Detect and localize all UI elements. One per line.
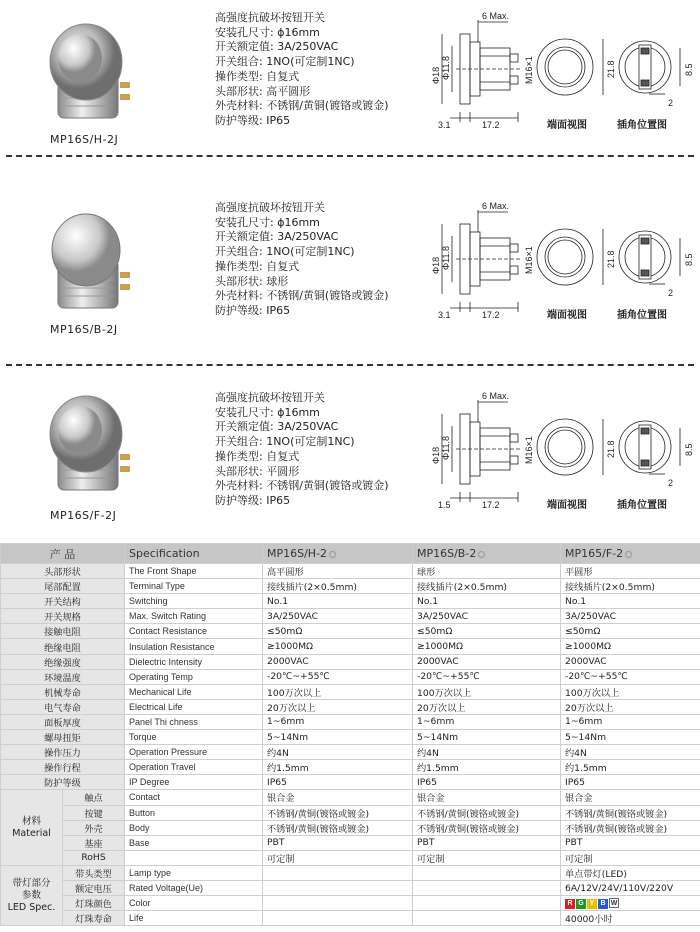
- value-cell: 可定制: [413, 850, 561, 865]
- dim-h: 21.8: [606, 60, 616, 78]
- table-row: [1, 699, 700, 714]
- dim-t: 2: [668, 98, 674, 108]
- value-cell: No.1: [263, 594, 413, 609]
- row-label-en: Lamp type: [125, 865, 263, 880]
- row-label-cn: 外壳: [63, 820, 125, 835]
- dim-w: 8.5: [684, 443, 694, 456]
- value-cell: [561, 896, 700, 911]
- row-label-cn: 额定电压: [63, 880, 125, 895]
- value-cell: 银合金: [263, 790, 413, 805]
- spec-line: 安装孔尺寸: ϕ16mm: [215, 405, 320, 419]
- value-cell: No.1: [413, 594, 561, 609]
- spec-line: 开关额定值: 3A/250VAC: [215, 40, 339, 54]
- group-label-en: Material: [12, 827, 51, 839]
- table-row: [1, 639, 700, 654]
- row-label-cn: 操作压力: [1, 745, 125, 760]
- dim-h: 21.8: [606, 440, 616, 458]
- spec-line: 开关额定值: 3A/250VAC: [215, 230, 339, 244]
- spec-line: 头部形状: 高平圆形: [215, 84, 311, 98]
- value-cell: ≥1000MΩ: [263, 639, 413, 654]
- circle-icon: [478, 551, 485, 558]
- dim-top: 6 Max.: [482, 12, 510, 21]
- group-label-cn: 材料: [21, 815, 41, 827]
- spec-line: 操作类型: 自复式: [215, 69, 300, 83]
- table-row: [1, 564, 700, 579]
- value-cell: ≤50mΩ: [413, 624, 561, 639]
- value-cell: PBT: [263, 835, 413, 850]
- value-cell: ≥1000MΩ: [561, 639, 700, 654]
- header-model: MP165/F-2: [561, 544, 700, 564]
- spec-line: 头部形状: 球形: [215, 274, 289, 288]
- row-label-en: Switching: [125, 594, 263, 609]
- row-label-cn: 电气寿命: [1, 699, 125, 714]
- value-cell: 6A/12V/24V/110V/220V: [561, 880, 700, 895]
- row-label-en: Button: [125, 805, 263, 820]
- row-label-en: Contact: [125, 790, 263, 805]
- led-color-swatch: G: [576, 899, 586, 909]
- row-label-cn: 灯珠颜色: [63, 896, 125, 911]
- row-label-cn: 机械寿命: [1, 684, 125, 699]
- product-photo: [28, 20, 148, 130]
- value-cell: [263, 911, 413, 926]
- value-cell: 球形: [413, 564, 561, 579]
- led-group-label: [1, 865, 63, 925]
- value-cell: 20万次以上: [561, 699, 700, 714]
- value-cell: [413, 896, 561, 911]
- spec-line: 外壳材料: 不锈钢/黄铜(镀铬或镀金): [215, 99, 389, 113]
- value-cell: [413, 865, 561, 880]
- table-row: [1, 745, 700, 760]
- row-label-en: Body: [125, 820, 263, 835]
- value-cell: 5~14Nm: [413, 730, 561, 745]
- spec-line: 开关组合: 1NO(可定制1NC): [215, 55, 355, 69]
- model-label: MP16S/B-2J: [50, 323, 118, 336]
- spec-list: [215, 11, 389, 129]
- row-label-cn: 防护等级: [1, 775, 125, 790]
- row-label-en: Electrical Life: [125, 699, 263, 714]
- row-label-en: Life: [125, 911, 263, 926]
- row-label-cn: 带头类型: [63, 865, 125, 880]
- value-cell: -20℃~+55℃: [561, 669, 700, 684]
- led-color-swatch: R: [565, 899, 575, 909]
- group-label: LED Spec.: [7, 901, 56, 913]
- value-cell: 2000VAC: [413, 654, 561, 669]
- dim-w: 8.5: [684, 63, 694, 76]
- value-cell: 约4N: [263, 745, 413, 760]
- value-cell: 银合金: [413, 790, 561, 805]
- row-label-en: Insulation Resistance: [125, 639, 263, 654]
- row-label-en: Panel Thi chness: [125, 714, 263, 729]
- dim-d2: Φ11.8: [441, 245, 451, 270]
- spec-line: 防护等级: IP65: [215, 303, 291, 317]
- row-label-cn: 环境温度: [1, 669, 125, 684]
- row-label-en: Color: [125, 896, 263, 911]
- spec-line: 操作类型: 自复式: [215, 259, 300, 273]
- value-cell: 5~14Nm: [561, 730, 700, 745]
- value-cell: 3A/250VAC: [413, 609, 561, 624]
- value-cell: 单点带灯(LED): [561, 865, 700, 880]
- dim-d1: Φ18: [431, 66, 441, 84]
- value-cell: 可定制: [263, 850, 413, 865]
- value-cell: -20℃~+55℃: [263, 669, 413, 684]
- value-cell: 40000小时: [561, 911, 700, 926]
- value-cell: 不锈钢/黄铜(镀铬或镀金): [413, 820, 561, 835]
- row-label-en: Terminal Type: [125, 579, 263, 594]
- table-row: [1, 880, 700, 895]
- value-cell: 100万次以上: [413, 684, 561, 699]
- dim-left: 1.5: [438, 500, 451, 510]
- group-label: 参数: [21, 889, 41, 901]
- value-cell: [263, 880, 413, 895]
- value-cell: 不锈钢/黄铜(镀铬或镀金): [263, 820, 413, 835]
- row-label-cn: 头部形状: [1, 564, 125, 579]
- value-cell: 接线插片(2×0.5mm): [413, 579, 561, 594]
- header-model: MP16S/B-2: [413, 544, 561, 564]
- model-label: MP16S/F-2J: [50, 509, 117, 522]
- value-cell: 不锈钢/黄铜(镀铬或镀金): [561, 820, 700, 835]
- table-row: [1, 730, 700, 745]
- value-cell: -20℃~+55℃: [413, 669, 561, 684]
- row-label-en: The Front Shape: [125, 564, 263, 579]
- product-block: [0, 198, 700, 373]
- value-cell: 2000VAC: [263, 654, 413, 669]
- spec-list: [215, 391, 389, 509]
- dim-thread: M16×1: [524, 436, 534, 464]
- value-cell: 平圆形: [561, 564, 700, 579]
- spec-line: 开关组合: 1NO(可定制1NC): [215, 435, 355, 449]
- value-cell: IP65: [413, 775, 561, 790]
- value-cell: 2000VAC: [561, 654, 700, 669]
- spec-line: 防护等级: IP65: [215, 113, 291, 127]
- value-cell: IP65: [561, 775, 700, 790]
- spec-line: 头部形状: 平圆形: [215, 464, 300, 478]
- row-label-cn: 接触电阻: [1, 624, 125, 639]
- row-label-cn: 按键: [63, 805, 125, 820]
- table-row: [1, 865, 700, 880]
- row-label-cn: RoHS: [63, 850, 125, 865]
- spec-line: 外壳材料: 不锈钢/黄铜(镀铬或镀金): [215, 289, 389, 303]
- spec-table: [0, 543, 700, 926]
- row-label-en: Rated Voltage(Ue): [125, 880, 263, 895]
- table-row: [1, 624, 700, 639]
- row-label-en: Operation Pressure: [125, 745, 263, 760]
- dim-d2: Φ11.8: [441, 435, 451, 460]
- table-row: [1, 790, 700, 805]
- row-label-cn: 基座: [63, 835, 125, 850]
- pin-view-caption: 插角位置图: [617, 310, 667, 321]
- spec-line: 防护等级: IP65: [215, 493, 291, 507]
- value-cell: 接线插片(2×0.5mm): [561, 579, 700, 594]
- dashed-divider: [6, 364, 694, 366]
- value-cell: 可定制: [561, 850, 700, 865]
- row-label-cn: 触点: [63, 790, 125, 805]
- value-cell: IP65: [263, 775, 413, 790]
- value-cell: PBT: [561, 835, 700, 850]
- dim-top: 6 Max.: [482, 202, 510, 211]
- circle-icon: [625, 551, 632, 558]
- dim-top: 6 Max.: [482, 392, 510, 401]
- table-row: [1, 896, 700, 911]
- dim-left: 3.1: [438, 310, 451, 320]
- group-label: 带灯部分: [12, 877, 51, 889]
- row-label-en: Contact Resistance: [125, 624, 263, 639]
- value-cell: 银合金: [561, 790, 700, 805]
- led-color-swatch: B: [598, 899, 608, 909]
- led-color-swatch: W: [610, 900, 618, 908]
- material-group-label: [1, 790, 63, 865]
- row-label-cn: 面板厚度: [1, 714, 125, 729]
- table-row: [1, 850, 700, 865]
- model-label: MP16S/H-2J: [50, 133, 119, 146]
- value-cell: 1~6mm: [413, 714, 561, 729]
- table-row: [1, 669, 700, 684]
- value-cell: [413, 911, 561, 926]
- row-label-cn: 开关结构: [1, 594, 125, 609]
- value-cell: 20万次以上: [413, 699, 561, 714]
- dim-bottom: 17.2: [482, 310, 500, 320]
- dashed-divider: [6, 155, 694, 157]
- circle-icon: [329, 551, 336, 558]
- row-label-cn: 开关规格: [1, 609, 125, 624]
- table-row: [1, 579, 700, 594]
- dim-w: 8.5: [684, 253, 694, 266]
- spec-line: 外壳材料: 不锈钢/黄铜(镀铬或镀金): [215, 479, 389, 493]
- row-label-cn: 灯珠寿命: [63, 911, 125, 926]
- table-row: [1, 654, 700, 669]
- value-cell: [263, 896, 413, 911]
- table-row: [1, 714, 700, 729]
- spec-line: 开关组合: 1NO(可定制1NC): [215, 245, 355, 259]
- row-label-en: Base: [125, 835, 263, 850]
- spec-list: [215, 201, 389, 319]
- dim-bottom: 17.2: [482, 500, 500, 510]
- row-label-en: IP Degree: [125, 775, 263, 790]
- dim-d1: Φ18: [431, 446, 441, 464]
- spec-line: 安装孔尺寸: ϕ16mm: [215, 215, 320, 229]
- spec-line: 高强度抗破坏按钮开关: [215, 11, 325, 24]
- spec-line: 高强度抗破坏按钮开关: [215, 201, 325, 214]
- table-row: [1, 684, 700, 699]
- dim-t: 2: [668, 288, 674, 298]
- spec-line: 操作类型: 自复式: [215, 449, 300, 463]
- value-cell: 5~14Nm: [263, 730, 413, 745]
- value-cell: 3A/250VAC: [561, 609, 700, 624]
- row-label-en: Mechanical Life: [125, 684, 263, 699]
- value-cell: ≥1000MΩ: [413, 639, 561, 654]
- spec-line: 安装孔尺寸: ϕ16mm: [215, 25, 320, 39]
- dim-thread: M16×1: [524, 56, 534, 84]
- value-cell: ≤50mΩ: [561, 624, 700, 639]
- row-label-cn: 螺母扭矩: [1, 730, 125, 745]
- table-row: [1, 805, 700, 820]
- table-row: [1, 609, 700, 624]
- pin-view-caption: 插角位置图: [617, 500, 667, 511]
- dim-t: 2: [668, 478, 674, 488]
- row-label-en: Torque: [125, 730, 263, 745]
- dim-bottom: 17.2: [482, 120, 500, 130]
- value-cell: 不锈钢/黄铜(镀铬或镀金): [263, 805, 413, 820]
- value-cell: 接线插片(2×0.5mm): [263, 579, 413, 594]
- header-product: 产 品: [1, 544, 125, 564]
- dim-left: 3.1: [438, 120, 451, 130]
- product-photo: [28, 210, 148, 320]
- value-cell: [413, 880, 561, 895]
- value-cell: 高平圆形: [263, 564, 413, 579]
- row-label-cn: 操作行程: [1, 760, 125, 775]
- value-cell: 100万次以上: [561, 684, 700, 699]
- table-header-row: [1, 544, 700, 564]
- pin-view-caption: 插角位置图: [617, 120, 667, 131]
- value-cell: 不锈钢/黄铜(镀铬或镀金): [413, 805, 561, 820]
- row-label-cn: 尾部配置: [1, 579, 125, 594]
- header-specification: Specification: [125, 544, 263, 564]
- value-cell: ≤50mΩ: [263, 624, 413, 639]
- value-cell: 1~6mm: [561, 714, 700, 729]
- end-view-caption: 端面视图: [547, 310, 587, 321]
- table-row: [1, 835, 700, 850]
- dim-thread: M16×1: [524, 246, 534, 274]
- product-photo: [28, 392, 148, 502]
- spec-line: 高强度抗破坏按钮开关: [215, 391, 325, 404]
- dim-d2: Φ11.8: [441, 55, 451, 80]
- row-label-en: Dielectric Intensity: [125, 654, 263, 669]
- value-cell: 约1.5mm: [263, 760, 413, 775]
- row-label-cn: 绝缘电阻: [1, 639, 125, 654]
- value-cell: 约1.5mm: [561, 760, 700, 775]
- end-view-caption: 端面视图: [547, 500, 587, 511]
- end-view-caption: 端面视图: [547, 120, 587, 131]
- value-cell: 100万次以上: [263, 684, 413, 699]
- row-label-en: [125, 850, 263, 865]
- value-cell: PBT: [413, 835, 561, 850]
- product-block: [0, 388, 700, 563]
- value-cell: [263, 865, 413, 880]
- value-cell: No.1: [561, 594, 700, 609]
- spec-line: 开关额定值: 3A/250VAC: [215, 420, 339, 434]
- row-label-cn: 绝缘强度: [1, 654, 125, 669]
- table-row: [1, 594, 700, 609]
- row-label-en: Operation Travel: [125, 760, 263, 775]
- row-label-en: Operating Temp: [125, 669, 263, 684]
- led-color-swatch: Y: [587, 899, 597, 909]
- value-cell: 约4N: [561, 745, 700, 760]
- table-row: [1, 760, 700, 775]
- value-cell: 约4N: [413, 745, 561, 760]
- table-row: [1, 820, 700, 835]
- value-cell: 20万次以上: [263, 699, 413, 714]
- table-row: [1, 911, 700, 926]
- value-cell: 1~6mm: [263, 714, 413, 729]
- value-cell: 约1.5mm: [413, 760, 561, 775]
- value-cell: 3A/250VAC: [263, 609, 413, 624]
- header-model: MP16S/H-2: [263, 544, 413, 564]
- value-cell: 不锈钢/黄铜(镀铬或镀金): [561, 805, 700, 820]
- row-label-en: Max. Switch Rating: [125, 609, 263, 624]
- dim-h: 21.8: [606, 250, 616, 268]
- table-row: [1, 775, 700, 790]
- dim-d1: Φ18: [431, 256, 441, 274]
